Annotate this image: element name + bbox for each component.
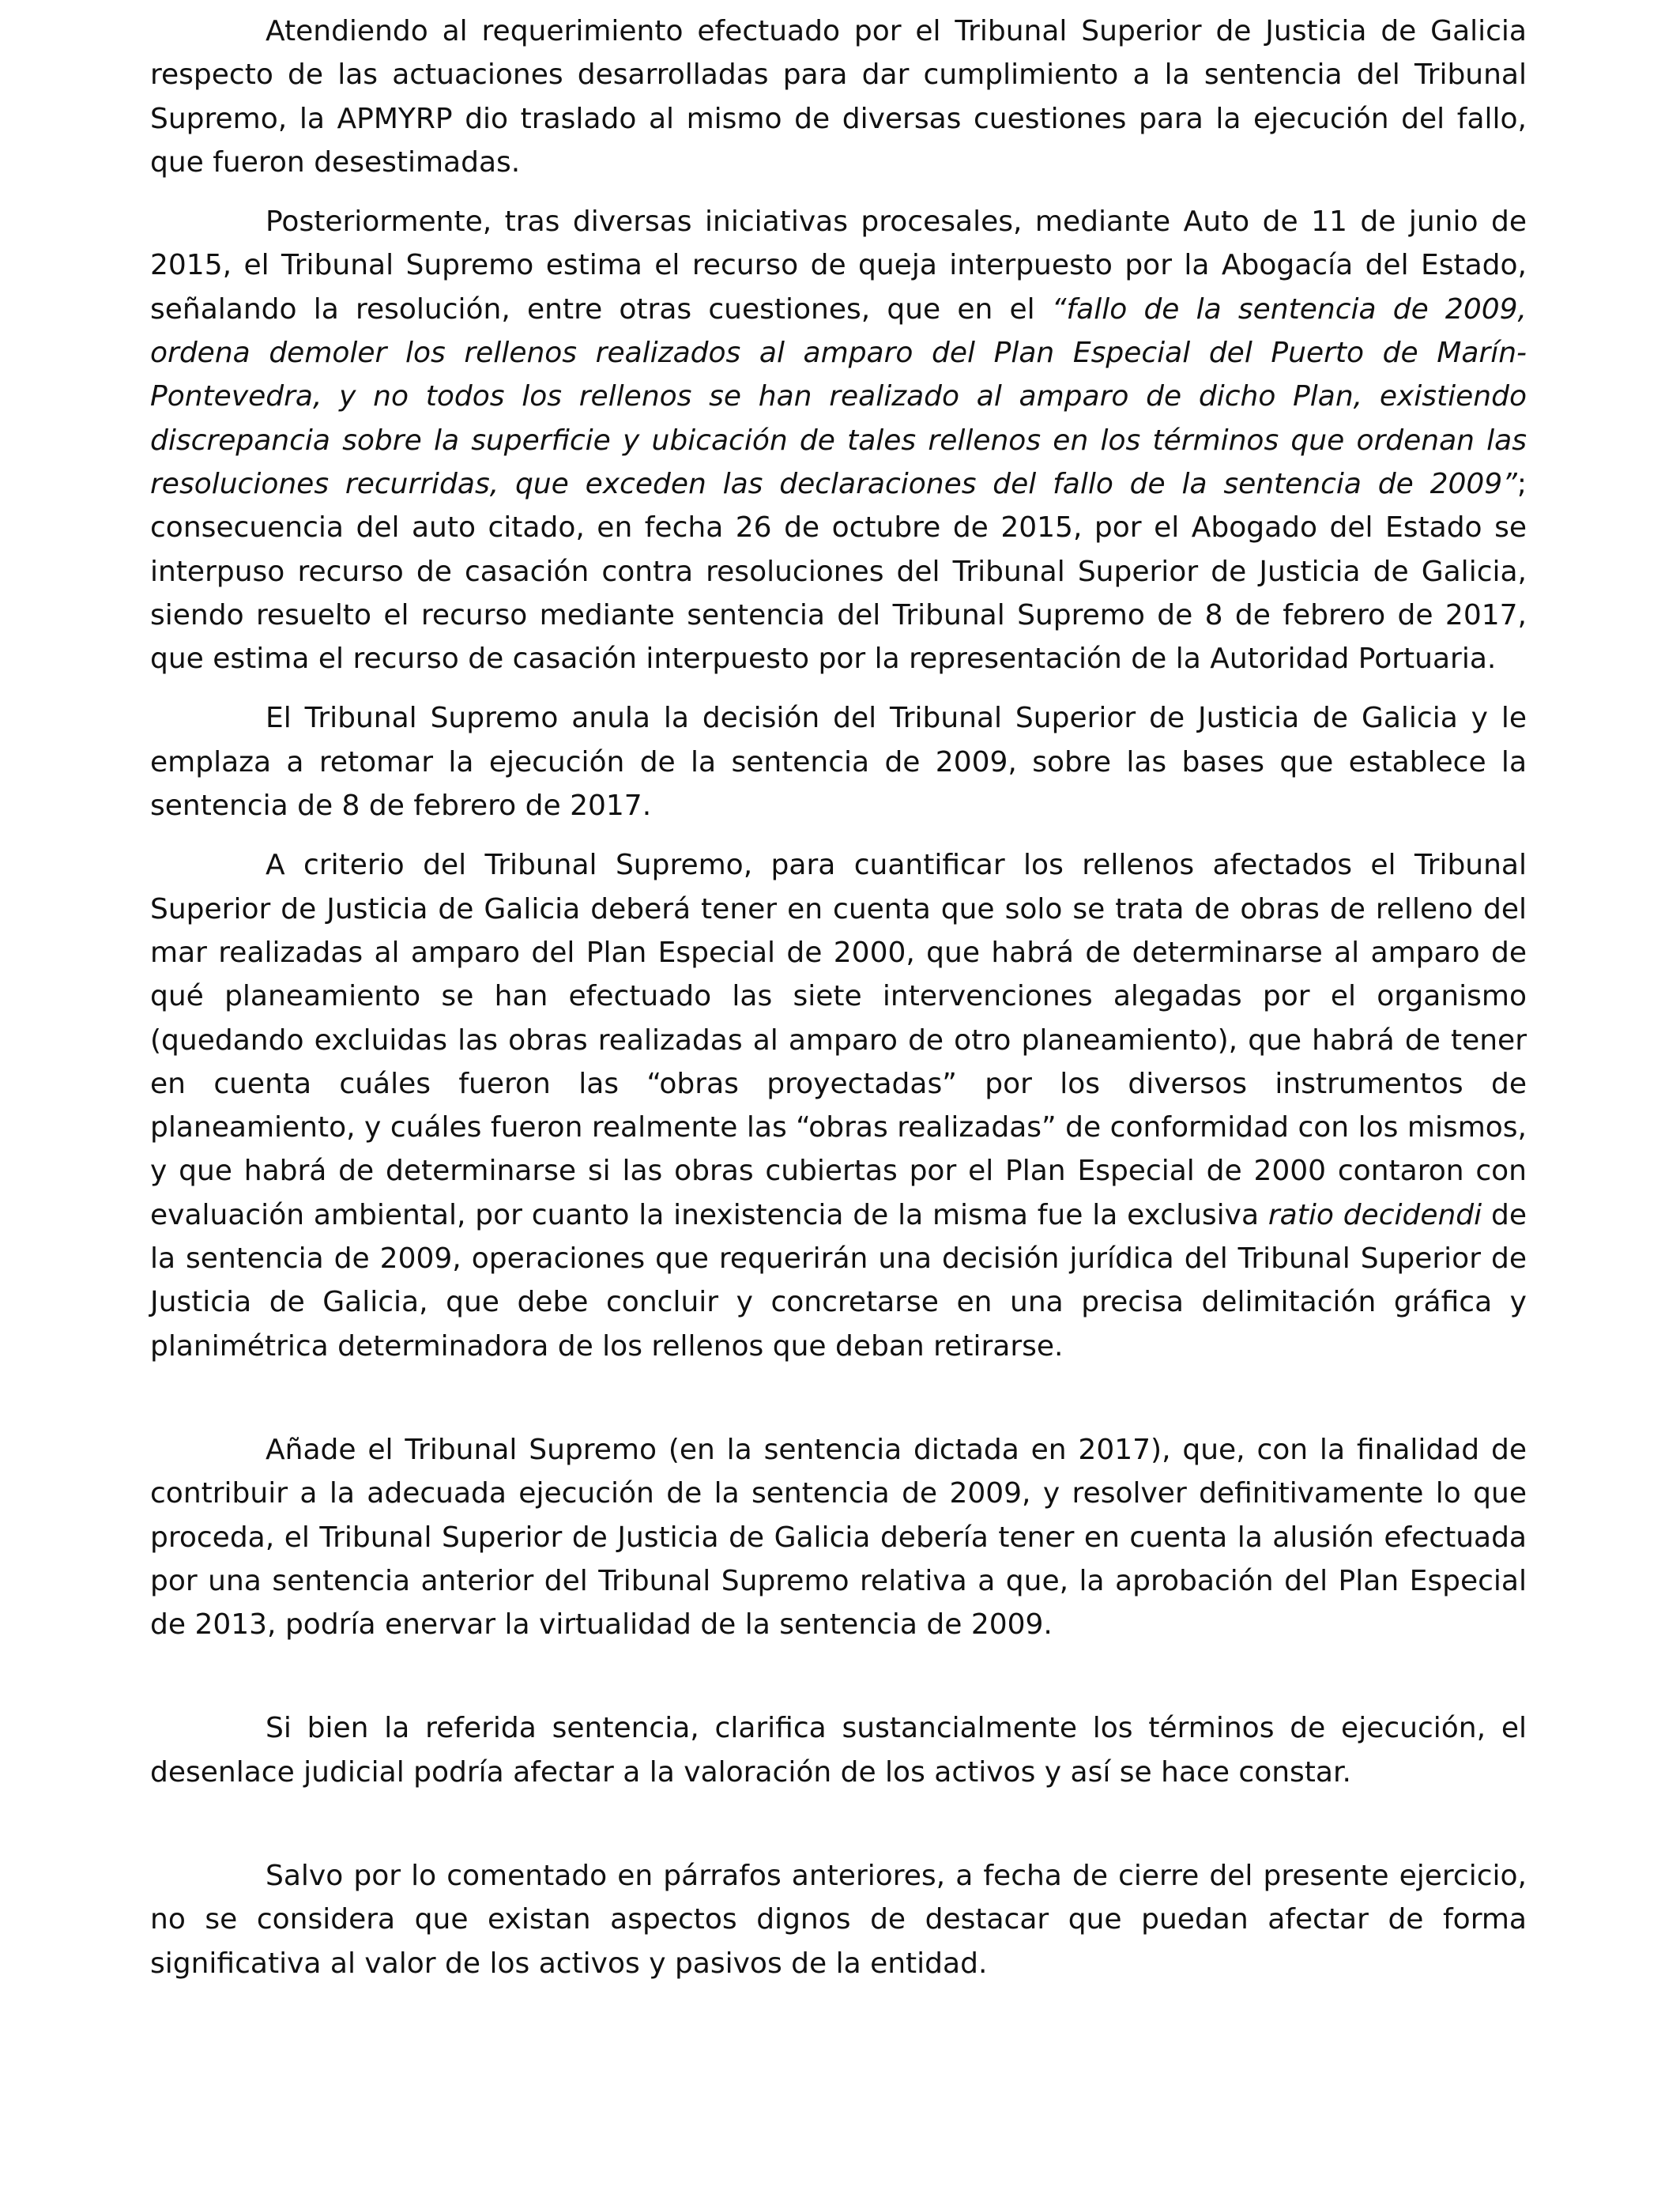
paragraph-criterio-intro: A criterio del Tribunal Supremo, para cuantificar los rellenos afectados el Tribunal Superior de Justicia de Galicia deberá tener en cuenta que solo se trata de obras de relleno del mar realizadas al amparo del Plan Especial de 2000, que habrá de determinarse al amparo de qué planeamiento se han efectuado las siete intervenciones alegadas por el organismo (quedando excluidas las obras realizadas al amparo de otro planeamiento), que habrá de tener en cuenta cuáles fueron las “obras proyectadas” por los diversos instrumentos de planeamiento, y cuáles fueron realmente las “obras realizadas” de conformidad con los mismos, y que habrá de determinarse si las obras cubiertas por el Plan Especial de 2000 contaron con evaluación ambiental, por cuanto la inexistencia de la misma fue la exclusiva [150,849,1527,1231]
paragraph-criterio [150,843,1527,1368]
paragraph-auto-2015-rest: ; consecuencia del auto citado, en fecha 26 de octubre de 2015, por el Abogado del Estado se interpuso recurso de casación contra resoluciones del Tribunal Superior de Justicia de Galicia, siendo resuelto el recurso mediante sentencia del Tribunal Supremo de 8 de febrero de 2017, que estima el recurso de casación interpuesto por la representación de la Autoridad Portuaria. [150,467,1527,676]
paragraph-auto-2015-quote: “fallo de la sentencia de 2009, ordena demoler los rellenos realizados al amparo del Plan Especial del Puerto de Marín-Pontevedra, y no todos los rellenos se han realizado al amparo de dicho Plan, existiendo discrepancia sobre la superficie y ubicación de tales rellenos en los términos que ordenan las resoluciones recurridas, que exceden las declaraciones del fallo de la sentencia de 2009” [150,292,1527,500]
paragraph-anula-decision: El Tribunal Supremo anula la decisión del Tribunal Superior de Justicia de Galicia y le emplaza a retomar la ejecución de la sentencia de 2009, sobre las bases que establece la sentencia de 8 de febrero de 2017. [150,702,1527,823]
paragraph-salvo: Salvo por lo comentado en párrafos anteriores, a fecha de cierre del presente ejercicio, no se considera que existan aspectos dignos de destacar que puedan afectar de forma significativa al valor de los activos y pasivos de la entidad. [150,1859,1527,1980]
paragraph-requerimiento: Atendiendo al requerimiento efectuado por el Tribunal Superior de Justicia de Galicia respecto de las actuaciones desarrolladas para dar cumplimiento a la sentencia del Tribunal Supremo, la APMYRP dio traslado al mismo de diversas cuestiones para la ejecución del fallo, que fueron desestimadas. [150,15,1527,179]
paragraph-criterio-latin: ratio decidendi [1268,1198,1482,1231]
paragraph-criterio-rest: de la sentencia de 2009, operaciones que requerirán una decisión jurídica del Tribunal Superior de Justicia de Galicia, que debe concluir y concretarse en una precisa delimitación gráfica y planimétrica determinadora de los rellenos que deban retirarse. [150,1198,1527,1363]
paragraph-anade: Añade el Tribunal Supremo (en la sentencia dictada en 2017), que, con la finalidad de contribuir a la adecuada ejecución de la sentencia de 2009, y resolver definitivamente lo que proceda, el Tribunal Superior de Justicia de Galicia debería tener en cuenta la alusión efectuada por una sentencia anterior del Tribunal Supremo relativa a que, la aprobación del Plan Especial de 2013, podría enervar la virtualidad de la sentencia de 2009. [150,1433,1527,1642]
paragraph-si-bien: Si bien la referida sentencia, clarifica sustancialmente los términos de ejecución, el desenlace judicial podría afectar a la valoración de los activos y así se hace constar. [150,1712,1527,1789]
document-page [150,9,1527,2001]
paragraph-auto-2015 [150,200,1527,680]
paragraph-auto-2015-intro: Posteriormente, tras diversas iniciativas procesales, mediante Auto de 11 de junio de 2015, el Tribunal Supremo estima el recurso de queja interpuesto por la Abogacía del Estado, señalando la resolución, entre otras cuestiones, que en el [150,205,1527,326]
